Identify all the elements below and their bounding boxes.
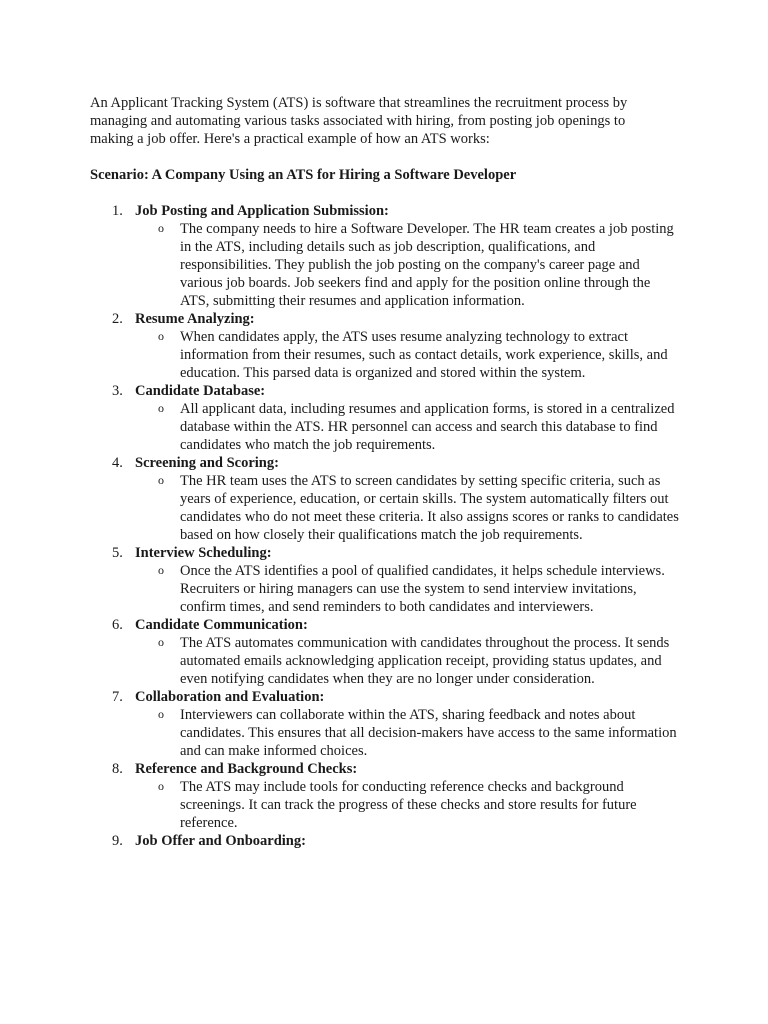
- step-detail-item: [135, 472, 680, 544]
- step-title: Candidate Database:: [135, 383, 266, 399]
- step-detail-item: [135, 400, 680, 454]
- step-item: [90, 760, 680, 832]
- step-detail-list: [135, 472, 680, 544]
- step-detail-text: The company needs to hire a Software Developer. The HR team creates a job posting in the ATS, including details such as job description, qualifications, and responsibilities. They publish the job posting on the company's career page and various job boards. Job seekers find and apply for the position online through the ATS, submitting their resumes and application information.: [180, 221, 674, 309]
- step-item: [90, 616, 680, 688]
- step-title: Candidate Communication:: [135, 617, 308, 633]
- step-item: [90, 202, 680, 310]
- document-page: [90, 94, 680, 850]
- step-number: 9.: [112, 833, 123, 849]
- step-item: [90, 454, 680, 544]
- step-detail-list: [135, 220, 680, 310]
- intro-paragraph: An Applicant Tracking System (ATS) is software that streamlines the recruitment process by managing and automating various tasks associated with hiring, from posting job openings to making a job offer. Here's a practical example of how an ATS works:: [90, 95, 628, 147]
- step-number: 2.: [112, 311, 123, 327]
- step-item: [90, 382, 680, 454]
- step-number: 6.: [112, 617, 123, 633]
- step-detail-list: [135, 706, 680, 760]
- circle-bullet-icon: o: [158, 635, 164, 649]
- step-detail-item: [135, 562, 680, 616]
- step-item: [90, 832, 680, 850]
- step-detail-list: [135, 778, 680, 832]
- step-detail-list: [135, 328, 680, 382]
- step-title: Interview Scheduling:: [135, 545, 272, 561]
- step-detail-text: Once the ATS identifies a pool of qualified candidates, it helps schedule interviews. Recruiters or hiring managers can use the system to send interview invitations, confirm times, and send reminders to both candidates and interviewers.: [180, 563, 665, 615]
- step-detail-list: [135, 634, 680, 688]
- step-detail-item: [135, 778, 680, 832]
- step-number: 8.: [112, 761, 123, 777]
- step-title: Job Posting and Application Submission:: [135, 203, 389, 219]
- step-number: 3.: [112, 383, 123, 399]
- steps-list: [90, 202, 680, 850]
- step-detail-text: The HR team uses the ATS to screen candidates by setting specific criteria, such as years of experience, education, or certain skills. The system automatically filters out candidates who do not meet these criteria. It also assigns scores or ranks to candidates based on how closely their qualifications match the job requirements.: [180, 473, 679, 543]
- scenario-heading: Scenario: A Company Using an ATS for Hiring a Software Developer: [90, 167, 517, 183]
- step-title: Screening and Scoring:: [135, 455, 279, 471]
- circle-bullet-icon: o: [158, 779, 164, 793]
- step-number: 5.: [112, 545, 123, 561]
- step-detail-text: The ATS may include tools for conducting reference checks and background screenings. It can track the progress of these checks and store results for future reference.: [180, 779, 637, 831]
- step-detail-list: [135, 562, 680, 616]
- step-detail-list: [135, 400, 680, 454]
- step-number: 4.: [112, 455, 123, 471]
- step-detail-item: [135, 706, 680, 760]
- step-title: Job Offer and Onboarding:: [135, 833, 306, 849]
- step-item: [90, 310, 680, 382]
- step-detail-item: [135, 634, 680, 688]
- step-detail-text: The ATS automates communication with candidates throughout the process. It sends automated emails acknowledging application receipt, providing status updates, and even notifying candidates when they are no longer under consideration.: [180, 635, 670, 687]
- step-detail-item: [135, 220, 680, 310]
- step-item: [90, 688, 680, 760]
- step-title: Reference and Background Checks:: [135, 761, 358, 777]
- step-number: 1.: [112, 203, 123, 219]
- step-title: Collaboration and Evaluation:: [135, 689, 325, 705]
- circle-bullet-icon: o: [158, 563, 164, 577]
- circle-bullet-icon: o: [158, 329, 164, 343]
- step-number: 7.: [112, 689, 123, 705]
- step-detail-text: Interviewers can collaborate within the ATS, sharing feedback and notes about candidates. This ensures that all decision-makers have access to the same information and can make informed choices.: [180, 707, 677, 759]
- circle-bullet-icon: o: [158, 401, 164, 415]
- step-detail-text: All applicant data, including resumes and application forms, is stored in a centralized database within the ATS. HR personnel can access and search this database to find candidates who match the job requirements.: [180, 401, 675, 453]
- step-detail-item: [135, 328, 680, 382]
- step-detail-text: When candidates apply, the ATS uses resume analyzing technology to extract information from their resumes, such as contact details, work experience, skills, and education. This parsed data is organized and stored within the system.: [180, 329, 668, 381]
- step-item: [90, 544, 680, 616]
- circle-bullet-icon: o: [158, 707, 164, 721]
- circle-bullet-icon: o: [158, 473, 164, 487]
- circle-bullet-icon: o: [158, 221, 164, 235]
- step-title: Resume Analyzing:: [135, 311, 255, 327]
